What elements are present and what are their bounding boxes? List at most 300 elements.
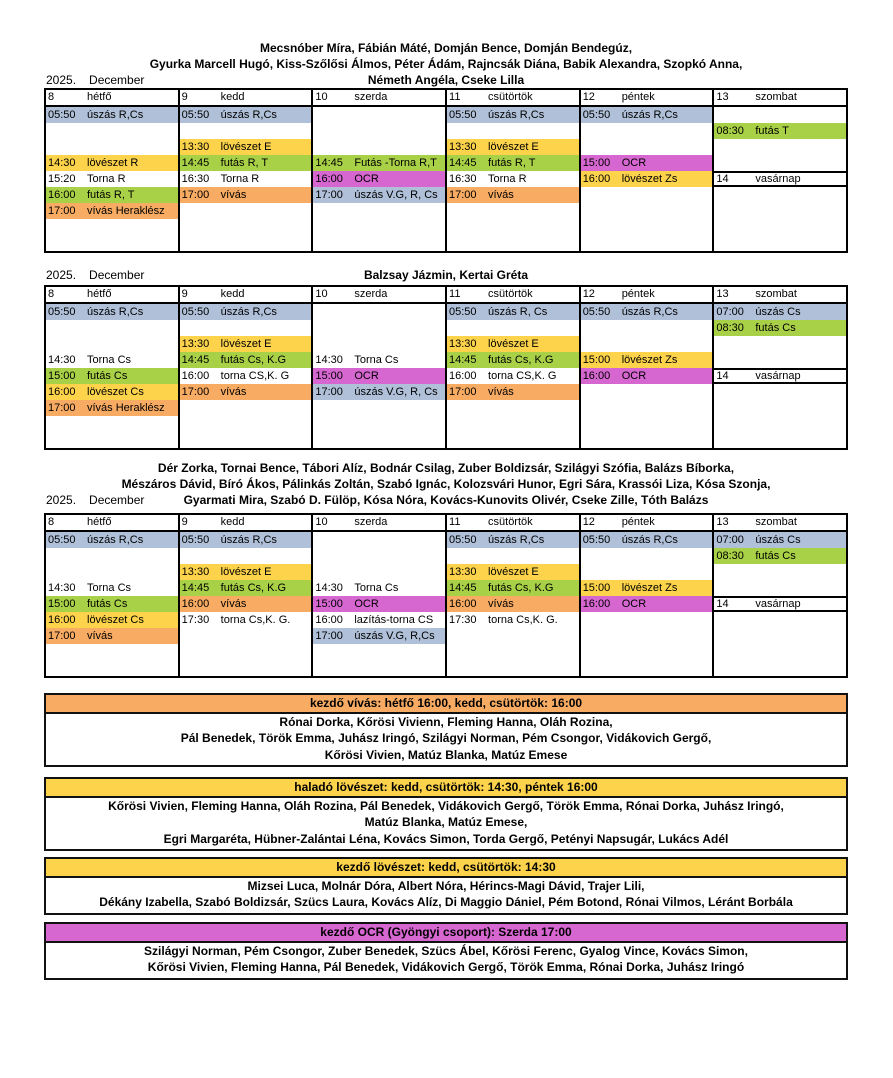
cell-time: 16:00 <box>582 370 611 382</box>
schedule-row <box>447 432 579 448</box>
cell-activity: Torna Cs <box>354 582 399 594</box>
cell-time: 16:00 <box>315 614 343 626</box>
day-number: 9 <box>181 288 188 300</box>
day-header <box>313 90 445 107</box>
cell-activity: OCR <box>354 370 379 382</box>
schedule-row <box>313 139 445 155</box>
day-number: 14 <box>716 173 729 185</box>
day-header <box>714 287 846 304</box>
schedule-cell <box>447 155 579 171</box>
cell-time: 16:00 <box>181 370 210 382</box>
group-padding <box>46 763 846 765</box>
schedule-cell <box>313 628 445 644</box>
group-names-line: Kőrösi Vivien, Fleming Hanna, Pál Benedek, Vidákovich Gergő, Török Emma, Rónai Dorka, Juhász Iringó <box>147 960 745 975</box>
cell-activity: futás R, T <box>220 157 269 169</box>
cell-time: 14:45 <box>449 354 477 366</box>
schedule-row <box>313 203 445 219</box>
group-header: kezdő lövészet: kedd, csütörtök: 14:30 <box>46 859 846 878</box>
schedule-cell <box>447 596 579 612</box>
day-header <box>447 90 579 107</box>
group-names-line: Pál Benedek, Török Emma, Juhász Iringó, Szilágyi Norman, Pém Csongor, Vidákovich Gergő, <box>180 731 712 746</box>
schedule-row <box>313 432 445 448</box>
schedule-row <box>180 203 312 219</box>
cell-activity: futás Cs, K.G <box>488 582 554 594</box>
schedule-cell <box>313 187 445 203</box>
schedule-cell <box>46 155 178 171</box>
schedule-row <box>180 320 312 336</box>
cell-time: 07:00 <box>716 306 744 318</box>
schedule-row <box>714 139 846 155</box>
cell-activity: vívás <box>87 630 113 642</box>
cell-activity: futás R, T <box>488 157 536 169</box>
cell-activity: OCR <box>621 598 647 610</box>
date-year: 2025. <box>46 73 77 87</box>
group-names-line: Egri Margaréta, Hübner-Zalántai Léna, Kovács Simon, Torda Gergő, Petényi Napsugár, Lukács Adél <box>163 831 729 846</box>
schedule-cell <box>46 187 178 203</box>
schedule-cell <box>180 532 312 548</box>
cell-activity: torna Cs,K. G. <box>220 614 291 626</box>
day-name: kedd <box>220 516 245 528</box>
cell-time: 17:00 <box>48 205 76 217</box>
day-name: szombat <box>755 516 797 528</box>
schedule-row <box>447 628 579 644</box>
schedule-row <box>714 155 846 171</box>
group-names-line: Szilágyi Norman, Pém Csongor, Zuber Benedek, Szücs Ábel, Kőrösi Ferenc, Gyalog Vince, Kovács Simon, <box>144 944 748 958</box>
schedule-row <box>714 564 846 580</box>
schedule-cell <box>313 368 445 384</box>
team-names <box>44 267 848 283</box>
cell-activity: lazítás-torna CS <box>354 614 434 626</box>
day-number: 12 <box>582 91 595 103</box>
day-name: péntek <box>621 516 655 528</box>
cell-time: 17:30 <box>449 614 477 626</box>
schedule-cell <box>581 107 713 123</box>
schedule-row <box>447 548 579 564</box>
date-year: 2025. <box>46 493 77 507</box>
schedule-row <box>313 548 445 564</box>
cell-activity: Futás -Torna R,T <box>354 157 437 169</box>
schedule-row <box>581 320 713 336</box>
day-column-szombat <box>714 90 846 251</box>
day-column-kedd <box>180 287 314 448</box>
cell-activity: OCR <box>354 598 379 610</box>
schedule-cell <box>46 612 178 628</box>
schedule-row <box>581 400 713 416</box>
cell-time: 05:50 <box>48 534 76 546</box>
day-name: péntek <box>621 288 655 300</box>
cell-activity: vívás Heraklész <box>87 402 165 414</box>
schedule-section <box>44 267 848 450</box>
schedule-row <box>313 235 445 251</box>
schedule-row <box>313 320 445 336</box>
cell-activity: OCR <box>621 157 647 169</box>
cell-activity: futás R, T <box>87 189 135 201</box>
schedule-row <box>714 352 846 368</box>
schedule-row <box>714 644 846 660</box>
schedule-row <box>313 644 445 660</box>
cell-time: 16:00 <box>181 598 210 610</box>
cell-time: 05:50 <box>582 306 611 318</box>
cell-activity: lövészet R <box>87 157 139 169</box>
cell-activity: OCR <box>354 173 379 185</box>
day-number: 13 <box>716 516 729 528</box>
group-box <box>44 857 848 915</box>
schedule-row <box>180 235 312 251</box>
group-names-line: Dékány Izabella, Szabó Boldizsár, Szücs Laura, Kovács Alíz, Di Maggio Dániel, Pém Botond, Rónai Vilmos, Léránt Borbála <box>99 895 793 910</box>
schedule-cell <box>447 171 579 187</box>
day-header <box>180 90 312 107</box>
day-number: 12 <box>582 516 595 528</box>
cell-activity: úszás R,Cs <box>488 109 545 121</box>
cell-time: 16:00 <box>48 386 76 398</box>
schedule-row <box>447 203 579 219</box>
day-header <box>46 90 178 107</box>
day-name: hétfő <box>87 516 112 528</box>
schedule-cell <box>447 304 579 320</box>
schedule-row <box>581 187 713 203</box>
day-column-hétfő <box>46 515 180 676</box>
cell-activity: vívás <box>488 189 514 201</box>
schedule-row <box>714 580 846 596</box>
schedule-cell <box>447 139 579 155</box>
schedule-row <box>581 644 713 660</box>
day-name: szombat <box>755 91 797 103</box>
group-names-line: Kőrösi Vivien, Matúz Blanka, Matúz Emese <box>324 747 568 762</box>
schedule-row <box>581 548 713 564</box>
schedule-cell <box>447 580 579 596</box>
schedule-cell <box>180 139 312 155</box>
cell-time: 15:00 <box>315 598 343 610</box>
schedule-cell <box>447 384 579 400</box>
schedule-row <box>180 628 312 644</box>
cell-time: 05:50 <box>449 109 477 121</box>
team-names-line: Gyurka Marcell Hugó, Kiss-Szőlősi Álmos, Péter Ádám, Rajncsák Diána, Babik Alexandra, Szopkó Anna, <box>149 57 743 71</box>
schedule-cell <box>714 548 846 564</box>
day-number: 9 <box>181 91 188 103</box>
day-header <box>180 287 312 304</box>
schedule-row <box>313 400 445 416</box>
cell-activity: úszás R,Cs <box>621 109 678 121</box>
schedule-cell <box>313 155 445 171</box>
schedule-row <box>313 532 445 548</box>
schedule-row <box>313 107 445 123</box>
day-name: csütörtök <box>488 288 533 300</box>
cell-time: 16:00 <box>582 598 611 610</box>
sunday-header <box>714 596 846 612</box>
cell-activity: Torna R <box>87 173 126 185</box>
schedule-cell <box>581 304 713 320</box>
cell-activity: úszás R, Cs <box>488 306 548 318</box>
schedule-cell <box>447 187 579 203</box>
group-names-line: Rónai Dorka, Kőrösi Vivienn, Fleming Hanna, Oláh Rozina, <box>279 715 613 729</box>
schedule-row <box>46 139 178 155</box>
cell-time: 16:00 <box>582 173 611 185</box>
cell-activity: futás Cs, K.G <box>488 354 554 366</box>
cell-activity: Torna Cs <box>354 354 399 366</box>
schedule-cell <box>180 107 312 123</box>
cell-time: 17:30 <box>181 614 210 626</box>
day-column-szombat <box>714 287 846 448</box>
cell-time: 14:45 <box>315 157 343 169</box>
cell-activity: torna Cs,K. G. <box>488 614 558 626</box>
cell-time: 07:00 <box>716 534 744 546</box>
cell-time: 14:45 <box>181 582 210 594</box>
schedule-row <box>180 123 312 139</box>
cell-time: 13:30 <box>449 141 477 153</box>
cell-activity: vívás <box>488 386 514 398</box>
day-name: vasárnap <box>755 173 801 185</box>
schedule-cell <box>46 203 178 219</box>
cell-activity: OCR <box>621 370 647 382</box>
cell-activity: lövészet E <box>488 338 539 350</box>
cell-activity: futás T <box>755 125 789 137</box>
day-number: 11 <box>449 516 461 528</box>
schedule-row <box>581 139 713 155</box>
cell-activity: futás Cs <box>87 598 128 610</box>
schedule-cell <box>714 320 846 336</box>
schedule-row <box>714 400 846 416</box>
schedule-cell <box>714 532 846 548</box>
schedule-row <box>581 123 713 139</box>
cell-activity: Torna R <box>488 173 527 185</box>
schedule-cell <box>180 596 312 612</box>
schedule-cell <box>581 171 713 187</box>
schedule-row <box>581 336 713 352</box>
date-year: 2025. <box>46 268 77 282</box>
cell-time: 17:00 <box>449 189 477 201</box>
schedule-cell <box>447 612 579 628</box>
schedule-row <box>581 628 713 644</box>
cell-activity: lövészet E <box>488 566 539 578</box>
schedule-row <box>581 203 713 219</box>
day-name: vasárnap <box>755 598 801 610</box>
cell-time: 15:00 <box>582 354 611 366</box>
schedule-cell <box>180 368 312 384</box>
cell-activity: vívás <box>220 386 247 398</box>
schedule-row <box>447 400 579 416</box>
cell-time: 05:50 <box>48 306 76 318</box>
cell-activity: úszás Cs <box>755 534 801 546</box>
cell-activity: úszás V.G, R,Cs <box>354 630 435 642</box>
schedule-cell <box>313 612 445 628</box>
cell-time: 17:00 <box>315 386 343 398</box>
team-names-line: Németh Angéla, Cseke Lilla <box>367 73 525 87</box>
day-number: 8 <box>48 288 55 300</box>
team-names-line: Dér Zorka, Tornai Bence, Tábori Alíz, Bodnár Csilag, Zuber Boldizsár, Szilágyi Szófia, Balázs Bíborka, <box>157 461 735 475</box>
day-header <box>714 515 846 532</box>
schedule-row <box>46 432 178 448</box>
day-number: 14 <box>716 598 729 610</box>
group-box <box>44 777 848 851</box>
cell-time: 15:00 <box>48 598 76 610</box>
schedule-cell <box>180 187 312 203</box>
cell-time: 14:45 <box>449 157 477 169</box>
team-names-line: Balzsay Jázmin, Kertai Gréta <box>363 268 529 282</box>
cell-time: 13:30 <box>181 141 210 153</box>
schedule-row <box>581 219 713 235</box>
cell-time: 05:50 <box>449 306 477 318</box>
schedule-row <box>180 660 312 676</box>
schedule-cell <box>46 368 178 384</box>
schedule-row <box>46 548 178 564</box>
schedule-row <box>714 203 846 219</box>
schedule-cell <box>313 596 445 612</box>
schedule-cell <box>180 352 312 368</box>
schedule-row <box>313 564 445 580</box>
day-header <box>180 515 312 532</box>
cell-activity: futás Cs <box>87 370 128 382</box>
schedule-cell <box>447 368 579 384</box>
day-number: 8 <box>48 516 55 528</box>
group-padding <box>46 911 846 913</box>
schedule-row <box>714 432 846 448</box>
schedule-row <box>313 416 445 432</box>
schedule-cell <box>447 532 579 548</box>
schedule-row <box>180 219 312 235</box>
date-month: December <box>89 268 145 282</box>
cell-activity: futás Cs <box>755 550 796 562</box>
day-header <box>581 515 713 532</box>
schedule-cell <box>714 304 846 320</box>
cell-activity: futás Cs, K.G <box>220 354 287 366</box>
schedule-cell <box>180 336 312 352</box>
schedule-row <box>313 336 445 352</box>
day-name: hétfő <box>87 91 112 103</box>
cell-activity: úszás R,Cs <box>87 534 144 546</box>
schedule-row <box>714 628 846 644</box>
group-names-line: Matúz Blanka, Matúz Emese, <box>364 815 528 830</box>
team-names-line: Gyarmati Mira, Szabó D. Fülöp, Kósa Nóra, Kovács-Kunovits Olivér, Cseke Zille, Tóth Balázs <box>183 493 709 507</box>
cell-activity: lövészet Zs <box>621 354 678 366</box>
day-name: vasárnap <box>755 370 801 382</box>
day-number: 10 <box>315 288 328 300</box>
day-name: hétfő <box>87 288 112 300</box>
cell-time: 17:00 <box>48 630 76 642</box>
cell-time: 17:00 <box>315 189 343 201</box>
cell-activity: lövészet Cs <box>87 386 144 398</box>
cell-time: 14:30 <box>48 157 76 169</box>
calendar-table <box>44 513 848 678</box>
day-header <box>46 515 178 532</box>
schedule-row <box>46 416 178 432</box>
schedule-row <box>46 320 178 336</box>
cell-time: 05:50 <box>48 109 76 121</box>
day-number: 9 <box>181 516 188 528</box>
day-number: 13 <box>716 91 729 103</box>
cell-time: 14:30 <box>315 582 343 594</box>
day-column-péntek <box>581 287 715 448</box>
date-month: December <box>89 493 145 507</box>
cell-activity: úszás R,Cs <box>220 306 277 318</box>
cell-activity: vívás <box>220 598 247 610</box>
day-header <box>447 287 579 304</box>
schedule-cell <box>46 596 178 612</box>
cell-time: 14:45 <box>181 157 210 169</box>
day-header <box>581 287 713 304</box>
schedule-row <box>581 612 713 628</box>
schedule-row <box>581 432 713 448</box>
schedule-row <box>313 304 445 320</box>
day-column-csütörtök <box>447 515 581 676</box>
cell-time: 16:30 <box>449 173 477 185</box>
cell-time: 13:30 <box>449 338 477 350</box>
day-column-csütörtök <box>447 287 581 448</box>
cell-time: 15:20 <box>48 173 76 185</box>
cell-activity: futás Cs <box>755 322 796 334</box>
schedule-cell <box>581 532 713 548</box>
day-header <box>313 515 445 532</box>
schedule-row <box>714 235 846 251</box>
schedule-row <box>46 336 178 352</box>
schedule-cell <box>46 384 178 400</box>
schedule-cell <box>313 384 445 400</box>
cell-time: 16:00 <box>48 189 76 201</box>
cell-time: 14:30 <box>48 354 76 366</box>
schedule-row <box>180 548 312 564</box>
schedule-row <box>447 320 579 336</box>
team-names-line: Mecsnóber Míra, Fábián Máté, Domján Bence, Domján Bendegúz, <box>259 41 633 55</box>
cell-activity: lövészet E <box>220 338 272 350</box>
schedule-cell <box>46 107 178 123</box>
cell-time: 17:00 <box>449 386 477 398</box>
cell-activity: úszás R,Cs <box>87 306 144 318</box>
group-names-line: Kőrösi Vivien, Fleming Hanna, Oláh Rozina, Pál Benedek, Vidákovich Gergő, Török Emma, Rónai Dorka, Juhász Iringó, <box>108 799 784 813</box>
day-column-szerda <box>313 287 447 448</box>
day-column-csütörtök <box>447 90 581 251</box>
group-padding <box>46 847 846 849</box>
cell-time: 16:00 <box>449 370 477 382</box>
schedule-row <box>180 644 312 660</box>
schedule-cell <box>581 352 713 368</box>
schedule-cell <box>180 580 312 596</box>
date-label <box>46 72 144 88</box>
cell-activity: lövészet Zs <box>621 173 678 185</box>
cell-time: 05:50 <box>449 534 477 546</box>
cell-activity: lövészet E <box>220 141 272 153</box>
schedule-row <box>447 660 579 676</box>
schedule-row <box>581 384 713 400</box>
cell-activity: Torna R <box>220 173 260 185</box>
day-name: szerda <box>354 516 388 528</box>
day-name: szerda <box>354 288 388 300</box>
cell-time: 05:50 <box>582 109 611 121</box>
cell-activity: úszás R,Cs <box>220 109 277 121</box>
day-name: szombat <box>755 288 797 300</box>
schedule-row <box>447 644 579 660</box>
schedule-cell <box>46 400 178 416</box>
sunday-header <box>714 368 846 384</box>
cell-time: 17:00 <box>48 402 76 414</box>
schedule-section <box>44 40 848 253</box>
schedule-row <box>447 219 579 235</box>
cell-activity: torna CS,K. G <box>488 370 557 382</box>
schedule-cell <box>581 155 713 171</box>
cell-time: 14:45 <box>181 354 210 366</box>
day-header <box>581 90 713 107</box>
schedule-row <box>447 235 579 251</box>
cell-activity: lövészet Cs <box>87 614 144 626</box>
day-number: 8 <box>48 91 55 103</box>
cell-time: 16:30 <box>181 173 210 185</box>
cell-time: 05:50 <box>181 306 210 318</box>
date-month: December <box>89 73 145 87</box>
day-name: szerda <box>354 91 388 103</box>
day-column-szerda <box>313 90 447 251</box>
schedule-row <box>714 384 846 400</box>
cell-time: 16:00 <box>48 614 76 626</box>
day-number: 11 <box>449 288 461 300</box>
schedule-cell <box>180 155 312 171</box>
